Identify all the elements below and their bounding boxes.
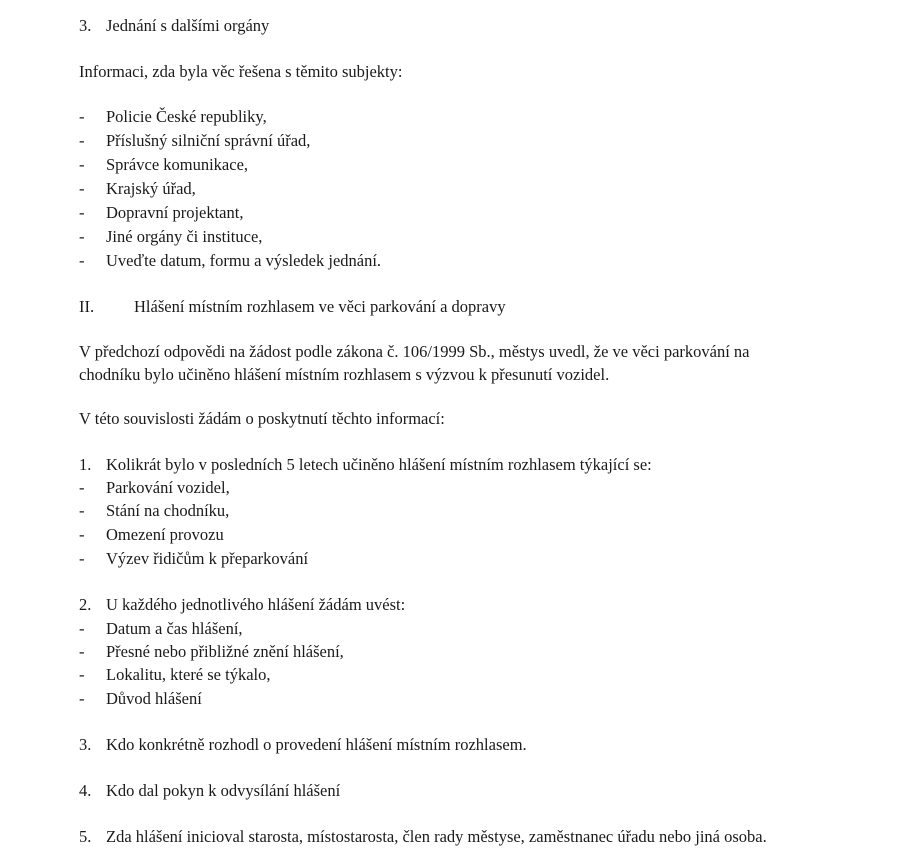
list-item-text: Jiné orgány či instituce, bbox=[106, 227, 263, 246]
question-4 bbox=[79, 781, 340, 801]
list-item-text: Datum a čas hlášení, bbox=[106, 619, 243, 638]
list-item bbox=[79, 131, 310, 151]
list-item bbox=[79, 179, 196, 199]
list-item-text: Omezení provozu bbox=[106, 525, 224, 544]
list-item-text: Uveďte datum, formu a výsledek jednání. bbox=[106, 251, 382, 270]
bullet-dash: - bbox=[79, 549, 85, 568]
question-text: Kdo dal pokyn k odvysílání hlášení bbox=[106, 781, 341, 800]
part-2-title: Hlášení místním rozhlasem ve věci parkování a dopravy bbox=[134, 297, 506, 316]
list-item-text: Přesné nebo přibližné znění hlášení, bbox=[106, 642, 344, 661]
list-item-text: Výzev řidičům k přeparkování bbox=[106, 549, 309, 568]
list-item-text: Dopravní projektant, bbox=[106, 203, 244, 222]
paragraph: V této souvislosti žádám o poskytnutí těchto informací: bbox=[79, 409, 445, 428]
list-item bbox=[79, 203, 243, 223]
question-number: 4. bbox=[79, 781, 92, 800]
list-item bbox=[79, 155, 248, 175]
section-3-number: 3. bbox=[79, 16, 92, 35]
list-item-text: Krajský úřad, bbox=[106, 179, 196, 198]
question-text: Kdo konkrétně rozhodl o provedení hlášení místním rozhlasem. bbox=[106, 735, 527, 754]
bullet-dash: - bbox=[79, 227, 85, 246]
list-item bbox=[79, 227, 262, 247]
question-text: Zda hlášení inicioval starosta, místostarosta, člen rady městyse, zaměstnanec úřadu nebo jiná osoba. bbox=[106, 827, 767, 846]
bullet-dash: - bbox=[79, 107, 85, 126]
list-item bbox=[79, 642, 344, 662]
question-5 bbox=[79, 827, 767, 847]
bullet-dash: - bbox=[79, 131, 85, 150]
question-number: 3. bbox=[79, 735, 92, 754]
part-2-heading bbox=[79, 297, 506, 317]
list-item-text: Policie České republiky, bbox=[106, 107, 267, 126]
bullet-dash: - bbox=[79, 179, 85, 198]
list-item-text: Parkování vozidel, bbox=[106, 478, 230, 497]
bullet-dash: - bbox=[79, 689, 85, 708]
list-item bbox=[79, 478, 230, 498]
list-item-text: Příslušný silniční správní úřad, bbox=[106, 131, 311, 150]
paragraph-line: V předchozí odpovědi na žádost podle zákona č. 106/1999 Sb., městys uvedl, že ve věci parkování na bbox=[79, 342, 750, 361]
bullet-dash: - bbox=[79, 619, 85, 638]
bullet-dash: - bbox=[79, 478, 85, 497]
list-item bbox=[79, 665, 271, 685]
list-item bbox=[79, 619, 243, 639]
question-text: U každého jednotlivého hlášení žádám uvést: bbox=[106, 595, 406, 614]
question-number: 2. bbox=[79, 595, 92, 614]
list-item bbox=[79, 689, 202, 709]
question-number: 1. bbox=[79, 455, 92, 474]
section-3-title: Jednání s dalšími orgány bbox=[106, 16, 270, 35]
list-item bbox=[79, 251, 381, 271]
bullet-dash: - bbox=[79, 155, 85, 174]
question-3 bbox=[79, 735, 527, 755]
bullet-dash: - bbox=[79, 203, 85, 222]
paragraph-line: chodníku bylo učiněno hlášení místním rozhlasem s výzvou k přesunutí vozidel. bbox=[79, 365, 610, 384]
part-2-number: II. bbox=[79, 297, 95, 316]
list-item-text: Stání na chodníku, bbox=[106, 501, 230, 520]
section-3-heading bbox=[79, 16, 269, 36]
bullet-dash: - bbox=[79, 642, 85, 661]
question-1 bbox=[79, 455, 652, 475]
list-item bbox=[79, 501, 229, 521]
list-item-text: Důvod hlášení bbox=[106, 689, 202, 708]
question-number: 5. bbox=[79, 827, 92, 846]
list-item-text: Lokalitu, které se týkalo, bbox=[106, 665, 271, 684]
bullet-dash: - bbox=[79, 251, 85, 270]
question-text: Kolikrát bylo v posledních 5 letech učiněno hlášení místním rozhlasem týkající se: bbox=[106, 455, 652, 474]
list-item bbox=[79, 525, 224, 545]
bullet-dash: - bbox=[79, 525, 85, 544]
list-item-text: Správce komunikace, bbox=[106, 155, 249, 174]
section-3-intro: Informaci, zda byla věc řešena s těmito subjekty: bbox=[79, 62, 403, 81]
bullet-dash: - bbox=[79, 501, 85, 520]
list-item bbox=[79, 549, 308, 569]
question-2 bbox=[79, 595, 405, 615]
list-item bbox=[79, 107, 267, 127]
bullet-dash: - bbox=[79, 665, 85, 684]
